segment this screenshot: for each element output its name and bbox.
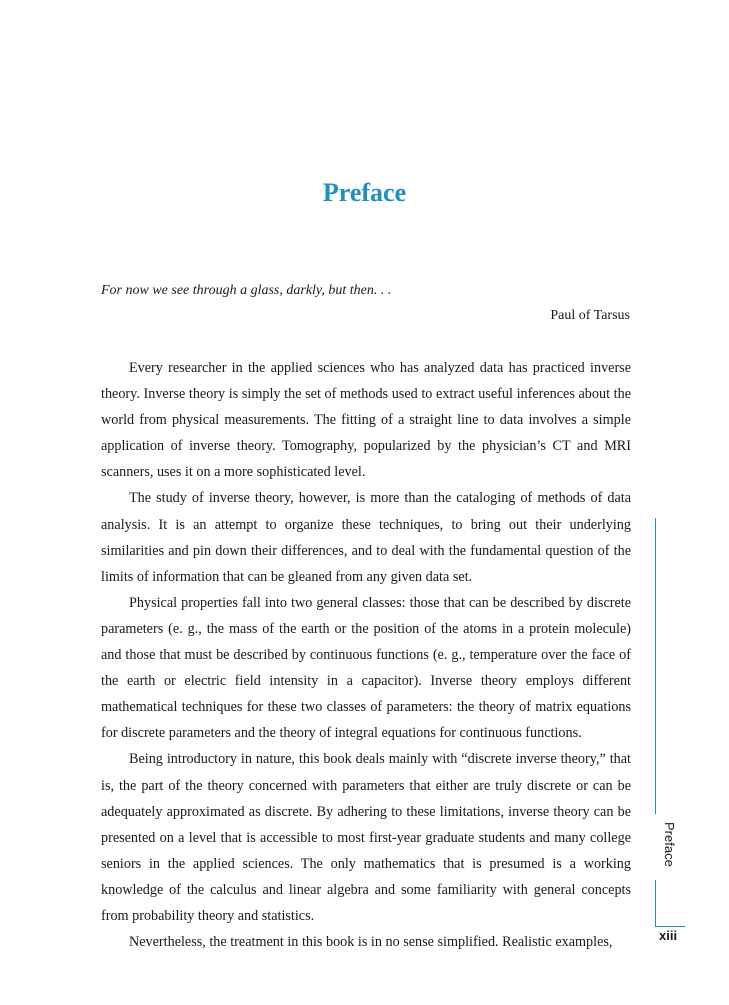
body-text [101,355,631,955]
paragraph-3: Physical properties fall into two general classes: those that can be described by discrete parameters (e. g., the mass of the earth or the position of the atoms in a protein molecule) and those that must be described by continuous functions (e. g., temperature over the face of the earth or electric field intensity in a capacitor). Inverse theory employs different mathematical techniques for these two classes of parameters: the theory of matrix equations for discrete parameters and the theory of integral equations for continuous functions. [101,594,631,742]
margin-rule-lower [655,880,656,926]
paragraph-2: The study of inverse theory, however, is more than the cataloging of methods of data analysis. It is an attempt to organize these techniques, to bring out their underlying similarities and pin down their differences, and to deal with the fundamental question of the limits of information that can be gleaned from any given data set. [101,490,631,585]
paragraph-5: Nevertheless, the treatment in this book is in no sense simplified. Realistic examples, [129,934,613,951]
epigraph-attribution: Paul of Tarsus [550,308,630,323]
paragraph-1: Every researcher in the applied sciences who has analyzed data has practiced inverse theory. Inverse theory is simply the set of methods used to extract useful inferences about the world from physical measurements. The fitting of a straight line to data involves a simple application of inverse theory. Tomography, popularized by the physician’s CT and MRI scanners, uses it on a more sophisticated level. [101,360,631,481]
folio-rule [655,926,685,927]
page-number: xiii [659,928,678,943]
margin-rule [655,518,656,814]
epigraph: For now we see through a glass, darkly, but then. . . [101,283,392,298]
paragraph-4: Being introductory in nature, this book deals mainly with “discrete inverse theory,” that is, the part of the theory concerned with parameters that either are truly discrete or can be adequately approximated as discrete. By adhering to these limitations, inverse theory can be presented on a level that is accessible to most first-year graduate students and many college seniors in the applied sciences. The only mathematics that is presumed is a working knowledge of the calculus and linear algebra and some familiarity with general concepts from probability theory and statistics. [101,751,631,924]
running-head: Preface [662,822,677,867]
page-title: Preface [322,178,407,207]
